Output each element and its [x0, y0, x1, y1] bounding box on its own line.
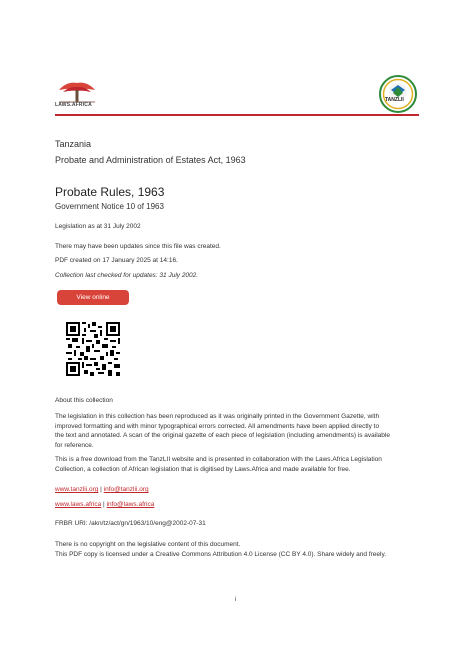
- about-p2-line-1: This is a free download from the TanzLII website and is presented in collaboration with the Laws.Africa Legislation: [55, 456, 382, 463]
- copyright-line-1: There is no copyright on the legislative content of this document.: [55, 541, 241, 548]
- about-p1-line-1: The legislation in this collection has been reproduced as it was originally printed in the Government Gazette, with: [55, 413, 380, 420]
- about-heading: About this collection: [55, 397, 113, 404]
- about-p1-line-4: for reference.: [55, 441, 94, 449]
- document-title: Probate Rules, 1963: [55, 185, 165, 199]
- legislation-as-at: Legislation as at 31 July 2002: [55, 223, 141, 230]
- updates-note: There may have been updates since this file was created.: [55, 243, 221, 250]
- copyright-line-2: This PDF copy is licensed under a Creative Commons Attribution 4.0 License (CC BY 4.0). Share widely and freely.: [55, 550, 387, 558]
- link-separator: |: [103, 501, 105, 508]
- laws-africa-logo-text: LAWS.AFRICA: [55, 102, 92, 108]
- about-paragraph-2: [55, 455, 420, 474]
- header-divider: [55, 114, 419, 116]
- government-notice: Government Notice 10 of 1963: [55, 202, 164, 211]
- tanzlii-website-link[interactable]: www.tanzlii.org: [55, 486, 99, 493]
- about-paragraph-1: [55, 412, 420, 450]
- laws-africa-links: [55, 500, 154, 510]
- tanzlii-links: [55, 485, 149, 495]
- copyright-notice: [55, 540, 420, 559]
- act-title: Probate and Administration of Estates Act, 1963: [55, 155, 246, 165]
- page-number: i: [235, 597, 237, 603]
- link-separator: |: [100, 486, 102, 493]
- laws-africa-website-link[interactable]: www.laws.africa: [55, 501, 102, 508]
- collection-checked: Collection last checked for updates: 31 July 2002.: [55, 272, 199, 279]
- about-p2-line-2: Collection, a collection of African legislation that is digitised by Laws.Africa and made available for free.: [55, 465, 351, 473]
- country-label: Tanzania: [55, 139, 92, 149]
- laws-africa-email-link[interactable]: info@laws.africa: [106, 501, 155, 508]
- tanzlii-logo-text: TANZLII: [385, 97, 404, 103]
- tanzlii-seal-icon: [379, 75, 417, 113]
- about-p1-line-3: the text and annotated. A scan of the original gazette of each piece of legislation (including amendments) is available: [55, 432, 390, 439]
- about-p1-line-2: improved formatting and with minor typographical errors corrected. All amendments have been applied directly to: [55, 422, 380, 430]
- pdf-created: PDF created on 17 January 2025 at 14:16.: [55, 257, 178, 264]
- view-online-button[interactable]: View online: [57, 290, 129, 305]
- tanzlii-email-link[interactable]: info@tanzlii.org: [103, 486, 149, 493]
- qr-code-icon[interactable]: [66, 322, 120, 376]
- frbr-uri: FRBR URI: /akn/tz/act/gn/1963/10/eng@2002-07-31: [55, 520, 206, 527]
